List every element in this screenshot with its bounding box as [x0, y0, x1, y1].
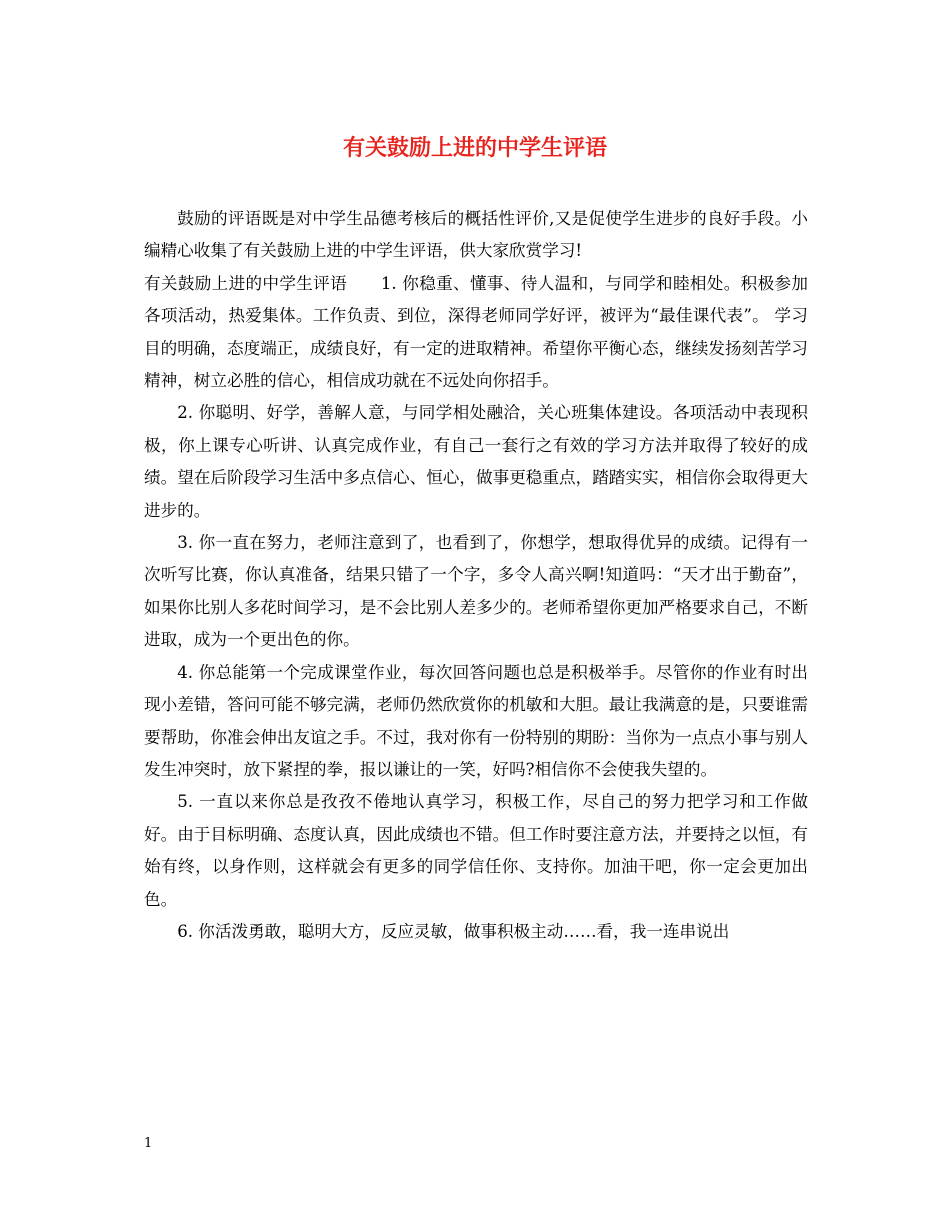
- paragraph-intro: 鼓励的评语既是对中学生品德考核后的概括性评价,又是促使学生进步的良好手段。小编精心收集了有关鼓励上进的中学生评语，供大家欣赏学习!: [144, 209, 808, 261]
- paragraph-comment-6: 6. 你活泼勇敢，聪明大方，反应灵敏，做事积极主动……看，我一连串说出: [177, 921, 730, 941]
- document-title: 有关鼓励上进的中学生评语: [342, 135, 607, 161]
- document-body: [144, 203, 808, 948]
- paragraph-comment-5: 5. 一直以来你总是孜孜不倦地认真学习，积极工作，尽自己的努力把学习和工作做好。由于目标明确、态度认真，因此成绩也不错。但工作时要注意方法，并要持之以恒，有始有终，以身作则，这样就会有更多的同学信任你、支持你。加油干吧，你一定会更加出色。: [144, 792, 808, 909]
- page-number: 1: [144, 1136, 153, 1151]
- paragraph-comment-2: 2. 你聪明、好学，善解人意，与同学相处融洽，关心班集体建设。各项活动中表现积极，你上课专心听讲、认真完成作业，有自己一套行之有效的学习方法并取得了较好的成绩。望在后阶段学习生活中多点信心、恒心，做事更稳重点，踏踏实实，相信你会取得更大进步的。: [144, 403, 808, 520]
- paragraph-comment-3: 3. 你一直在努力，老师注意到了，也看到了，你想学，想取得优异的成绩。记得有一次听写比赛，你认真准备，结果只错了一个字，多令人高兴啊!知道吗：“天才出于勤奋”，如果你比别人多花时间学习，是不会比别人差多少的。老师希望你更加严格要求自己，不断进取，成为一个更出色的你。: [144, 533, 808, 650]
- paragraph-comment-4: 4. 你总能第一个完成课堂作业，每次回答问题也总是积极举手。尽管你的作业有时出现小差错，答问可能不够完满，老师仍然欣赏你的机敏和大胆。最让我满意的是，只要谁需要帮助，你准会伸出友谊之手。不过，我对你有一份特别的期盼：当你为一点点小事与别人发生冲突时，放下紧捏的拳，报以谦让的一笑，好吗?相信你不会使我失望的。: [144, 662, 808, 779]
- paragraph-comment-1: 有关鼓励上进的中学生评语 1. 你稳重、懂事、待人温和，与同学和睦相处。积极参加各项活动，热爱集体。工作负责、到位，深得老师同学好评，被评为“最佳课代表”。 学习目的明确，态度端正，成绩良好，有一定的进取精神。希望你平衡心态，继续发扬刻苦学习精神，树立必胜的信心，相信成功就在不远处向你招手。: [144, 273, 808, 391]
